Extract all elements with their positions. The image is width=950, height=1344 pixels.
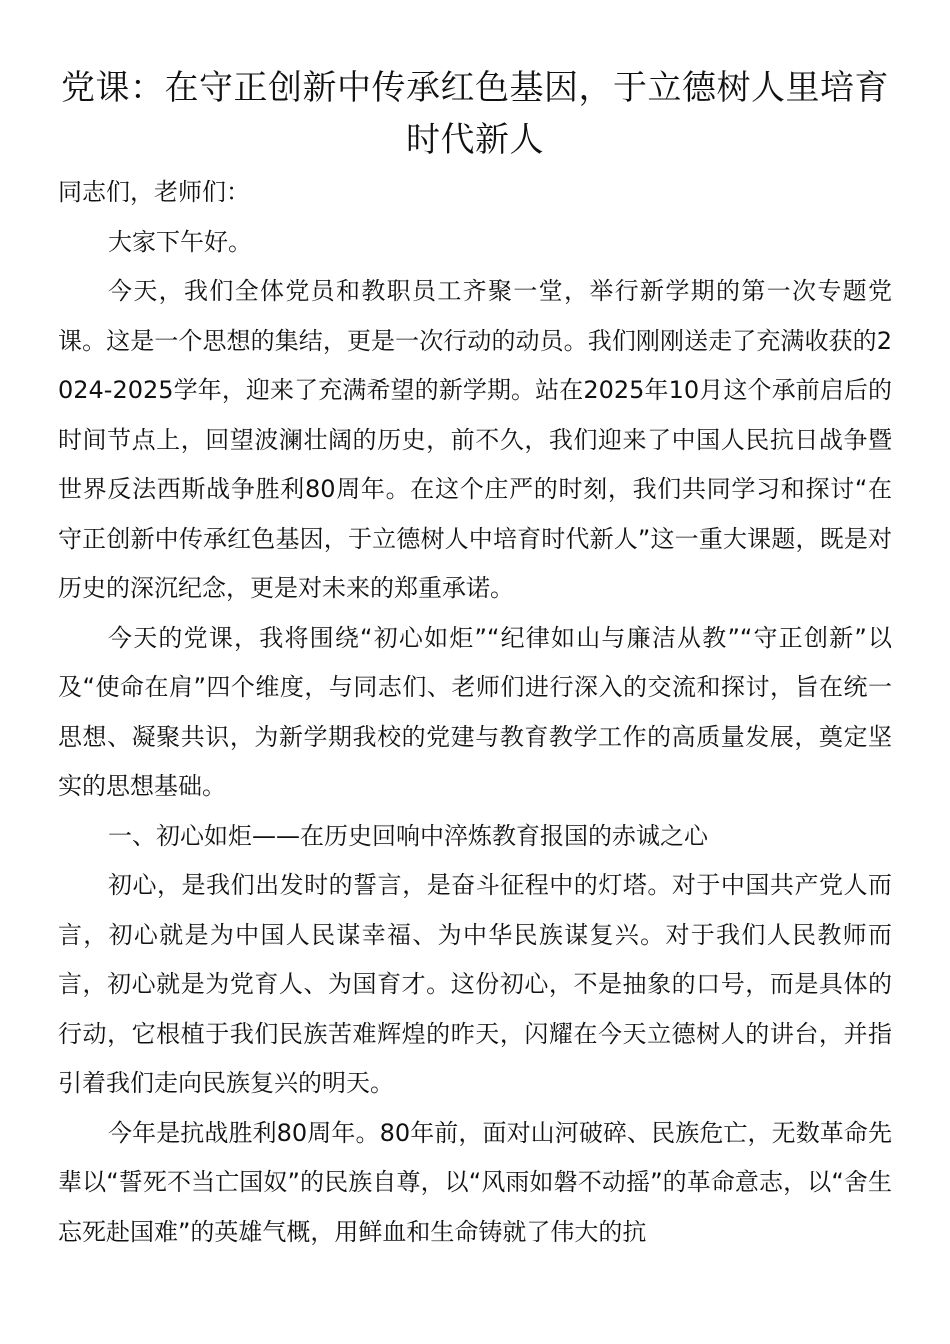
paragraph-war-anniversary: 今年是抗战胜利80周年。80年前，面对山河破碎、民族危亡，无数革命先辈以“誓死不当亡国奴”的民族自尊，以“风雨如磐不动摇”的革命意志，以“舍生忘死赴国难”的英雄气概，用鲜血和生命铸就了伟大的抗 — [58, 1118, 892, 1246]
paragraph-greeting: 大家下午好。 — [108, 227, 252, 256]
document-title: 党课：在守正创新中传承红色基因，于立德树人里培育时代新人 — [61, 68, 889, 160]
paragraph-introduction: 今天，我们全体党员和教职员工齐聚一堂，举行新学期的第一次专题党课。这是一个思想的集结，更是一次行动的动员。我们刚刚送走了充满收获的2024-2025学年，迎来了充满希望的新学期。站在2025年10月这个承前启后的时间节点上，回望波澜壮阔的历史，前不久，我们迎来了中国人民抗日战争暨世界反法西斯战争胜利80周年。在这个庄严的时刻，我们共同学习和探讨“在守正创新中传承红色基因，于立德树人中培育时代新人”这一重大课题，既是对历史的深沉纪念，更是对未来的郑重承诺。 — [58, 277, 892, 602]
paragraph-outline: 今天的党课，我将围绕“初心如炬”“纪律如山与廉洁从教”“守正创新”以及“使命在肩”四个维度，与同志们、老师们进行深入的交流和探讨，旨在统一思想、凝聚共识，为新学期我校的党建与教育教学工作的高质量发展，奠定坚实的思想基础。 — [58, 623, 892, 800]
paragraph-original-aspiration: 初心，是我们出发时的誓言，是奋斗征程中的灯塔。对于中国共产党人而言，初心就是为中国人民谋幸福、为中华民族谋复兴。对于我们人民教师而言，初心就是为党育人、为国育才。这份初心，不是抽象的口号，而是具体的行动，它根植于我们民族苦难辉煌的昨天，闪耀在今天立德树人的讲台，并指引着我们走向民族复兴的明天。 — [58, 871, 892, 1097]
section-heading-1: 一、初心如炬——在历史回响中淬炼教育报国的赤诚之心 — [108, 821, 708, 850]
salutation: 同志们，老师们： — [58, 178, 250, 206]
